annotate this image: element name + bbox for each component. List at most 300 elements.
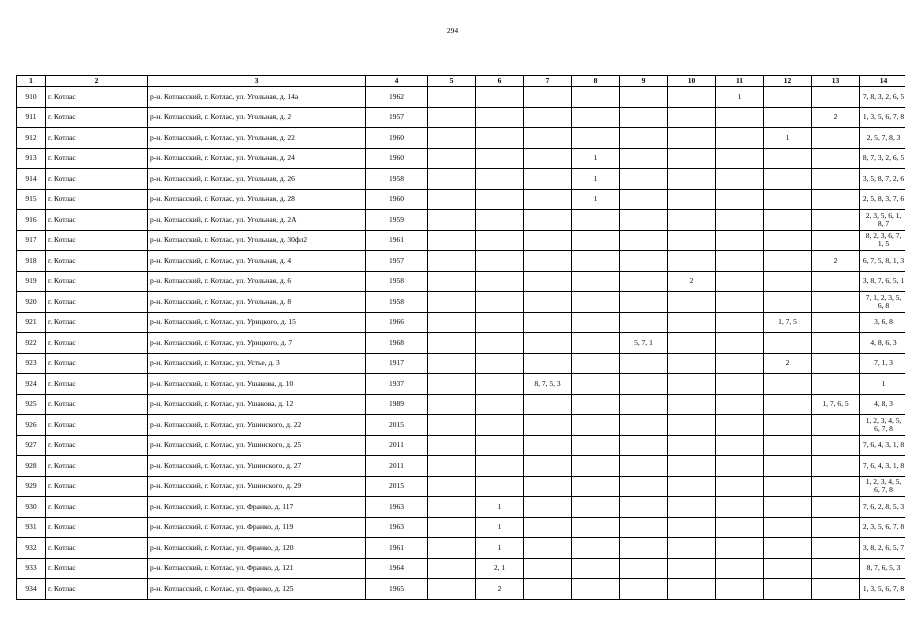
- table-cell-col-9: [620, 558, 668, 579]
- table-row: [17, 312, 905, 333]
- table-cell-col-1: 922: [17, 333, 46, 354]
- table-cell-col-11: [716, 517, 764, 538]
- table-cell-col-4: 2015: [366, 476, 428, 497]
- table-cell-col-6: [476, 415, 524, 436]
- table-cell-col-5: [428, 435, 476, 456]
- table-cell-col-2: г. Котлас: [46, 476, 148, 497]
- table-row: [17, 87, 905, 108]
- table-cell-col-11: [716, 230, 764, 251]
- table-cell-col-8: [572, 312, 620, 333]
- table-cell-col-12: 1, 7, 5: [764, 312, 812, 333]
- table-cell-col-2: г. Котлас: [46, 251, 148, 272]
- table-cell-col-12: [764, 87, 812, 108]
- table-cell-col-6: 1: [476, 517, 524, 538]
- table-cell-col-4: 1961: [366, 538, 428, 559]
- table-row: [17, 374, 905, 395]
- table-cell-col-5: [428, 333, 476, 354]
- table-cell-col-1: 918: [17, 251, 46, 272]
- table-cell-col-14: 8, 7, 6, 5, 3: [860, 558, 905, 579]
- table-cell-col-1: 920: [17, 292, 46, 313]
- table-cell-col-5: [428, 456, 476, 477]
- table-cell-col-13: 2: [812, 107, 860, 128]
- table-cell-col-7: [524, 579, 572, 600]
- table-row: [17, 476, 905, 497]
- table-cell-col-1: 911: [17, 107, 46, 128]
- table-cell-col-12: [764, 189, 812, 210]
- table-row: [17, 107, 905, 128]
- table-cell-col-1: 923: [17, 353, 46, 374]
- table-cell-col-13: [812, 476, 860, 497]
- table-row: [17, 128, 905, 149]
- column-header-14: 14: [860, 76, 905, 87]
- table-cell-col-13: [812, 415, 860, 436]
- table-cell-col-4: 1960: [366, 128, 428, 149]
- table-cell-col-7: [524, 128, 572, 149]
- table-cell-col-10: [668, 476, 716, 497]
- table-cell-col-10: [668, 333, 716, 354]
- column-header-8: 8: [572, 76, 620, 87]
- table-cell-col-2: г. Котлас: [46, 271, 148, 292]
- table-cell-col-8: [572, 558, 620, 579]
- table-cell-col-7: [524, 558, 572, 579]
- table-cell-col-13: [812, 189, 860, 210]
- table-cell-col-1: 924: [17, 374, 46, 395]
- table-cell-col-11: [716, 415, 764, 436]
- table-cell-col-3: р-н. Котласский, г. Котлас, ул. Франко, д. 119: [148, 517, 366, 538]
- table-cell-col-13: [812, 353, 860, 374]
- table-row: [17, 558, 905, 579]
- table-cell-col-11: [716, 456, 764, 477]
- table-cell-col-11: [716, 210, 764, 231]
- table-cell-col-5: [428, 210, 476, 231]
- table-cell-col-1: 925: [17, 394, 46, 415]
- table-cell-col-2: г. Котлас: [46, 312, 148, 333]
- table-cell-col-5: [428, 374, 476, 395]
- table-cell-col-11: [716, 394, 764, 415]
- table-cell-col-4: 2011: [366, 456, 428, 477]
- table-cell-col-13: [812, 128, 860, 149]
- table-cell-col-1: 916: [17, 210, 46, 231]
- table-cell-col-6: [476, 210, 524, 231]
- table-cell-col-6: [476, 292, 524, 313]
- table-cell-col-10: [668, 353, 716, 374]
- table-cell-col-7: [524, 497, 572, 518]
- table-cell-col-9: [620, 148, 668, 169]
- table-cell-col-5: [428, 579, 476, 600]
- column-header-10: 10: [668, 76, 716, 87]
- table-cell-col-6: [476, 169, 524, 190]
- table-cell-col-1: 928: [17, 456, 46, 477]
- table-cell-col-1: 910: [17, 87, 46, 108]
- table-cell-col-13: [812, 497, 860, 518]
- table-cell-col-4: 2015: [366, 415, 428, 436]
- table-cell-col-12: [764, 107, 812, 128]
- table-cell-col-8: [572, 107, 620, 128]
- table-cell-col-14: 2, 3, 5, 6, 1, 8, 7: [860, 210, 905, 231]
- table-cell-col-8: 1: [572, 148, 620, 169]
- table-cell-col-11: [716, 107, 764, 128]
- table-cell-col-1: 929: [17, 476, 46, 497]
- table-cell-col-14: 1: [860, 374, 905, 395]
- table-cell-col-3: р-н. Котласский, г. Котлас, ул. Франко, д. 121: [148, 558, 366, 579]
- table-cell-col-11: [716, 148, 764, 169]
- table-cell-col-1: 919: [17, 271, 46, 292]
- table-cell-col-10: [668, 517, 716, 538]
- table-cell-col-3: р-н. Котласский, г. Котлас, ул. Ушинского, д. 22: [148, 415, 366, 436]
- table-cell-col-5: [428, 497, 476, 518]
- table-cell-col-7: 8, 7, 5, 3: [524, 374, 572, 395]
- table-row: [17, 292, 905, 313]
- table-cell-col-5: [428, 189, 476, 210]
- table-cell-col-8: [572, 579, 620, 600]
- table-cell-col-7: [524, 415, 572, 436]
- table-cell-col-10: [668, 558, 716, 579]
- table-cell-col-4: 1957: [366, 251, 428, 272]
- column-header-12: 12: [764, 76, 812, 87]
- table-cell-col-7: [524, 107, 572, 128]
- table-cell-col-14: 8, 7, 3, 2, 6, 5: [860, 148, 905, 169]
- table-cell-col-7: [524, 271, 572, 292]
- table-cell-col-3: р-н. Котласский, г. Котлас, ул. Угольная, д. 24: [148, 148, 366, 169]
- table-cell-col-6: 2, 1: [476, 558, 524, 579]
- table-cell-col-11: [716, 312, 764, 333]
- table-cell-col-9: [620, 435, 668, 456]
- table-cell-col-4: 1959: [366, 210, 428, 231]
- table-cell-col-9: [620, 87, 668, 108]
- table-cell-col-9: [620, 312, 668, 333]
- table-cell-col-8: [572, 415, 620, 436]
- table-cell-col-6: [476, 312, 524, 333]
- table-cell-col-5: [428, 292, 476, 313]
- table-cell-col-1: 914: [17, 169, 46, 190]
- table-cell-col-6: [476, 456, 524, 477]
- table-cell-col-3: р-н. Котласский, г. Котлас, ул. Ушакова, д. 12: [148, 394, 366, 415]
- table-cell-col-1: 913: [17, 148, 46, 169]
- table-cell-col-3: р-н. Котласский, г. Котлас, ул. Угольная, д. 26: [148, 169, 366, 190]
- table-cell-col-3: р-н. Котласский, г. Котлас, ул. Угольная, д. 14а: [148, 87, 366, 108]
- table-cell-col-9: [620, 251, 668, 272]
- table-cell-col-3: р-н. Котласский, г. Котлас, ул. Ушинского, д. 25: [148, 435, 366, 456]
- table-cell-col-3: р-н. Котласский, г. Котлас, ул. Франко, д. 117: [148, 497, 366, 518]
- table-cell-col-5: [428, 251, 476, 272]
- table-cell-col-12: [764, 456, 812, 477]
- table-cell-col-9: [620, 579, 668, 600]
- table-cell-col-8: [572, 476, 620, 497]
- table-cell-col-12: [764, 579, 812, 600]
- table-cell-col-7: [524, 476, 572, 497]
- table-cell-col-6: [476, 374, 524, 395]
- table-cell-col-13: [812, 87, 860, 108]
- table-row: [17, 333, 905, 354]
- table-cell-col-1: 926: [17, 415, 46, 436]
- table-cell-col-8: [572, 517, 620, 538]
- table-cell-col-9: [620, 456, 668, 477]
- table-cell-col-13: [812, 148, 860, 169]
- table-cell-col-6: [476, 394, 524, 415]
- table-cell-col-6: [476, 107, 524, 128]
- table-cell-col-12: [764, 415, 812, 436]
- table-cell-col-9: [620, 128, 668, 149]
- table-cell-col-8: 1: [572, 169, 620, 190]
- table-cell-col-9: [620, 517, 668, 538]
- table-cell-col-11: [716, 374, 764, 395]
- table-cell-col-3: р-н. Котласский, г. Котлас, ул. Устье, д. 3: [148, 353, 366, 374]
- table-cell-col-13: [812, 374, 860, 395]
- table-cell-col-4: 1958: [366, 292, 428, 313]
- table-row: [17, 189, 905, 210]
- table-cell-col-13: [812, 230, 860, 251]
- column-header-13: 13: [812, 76, 860, 87]
- table-cell-col-7: [524, 333, 572, 354]
- table-cell-col-14: 7, 6, 4, 3, 1, 8: [860, 435, 905, 456]
- table-cell-col-3: р-н. Котласский, г. Котлас, ул. Ушинского, д. 27: [148, 456, 366, 477]
- table-cell-col-7: [524, 251, 572, 272]
- table-cell-col-5: [428, 558, 476, 579]
- table-cell-col-3: р-н. Котласский, г. Котлас, ул. Франко, д. 125: [148, 579, 366, 600]
- table-cell-col-10: [668, 394, 716, 415]
- table-cell-col-11: [716, 435, 764, 456]
- table-cell-col-13: [812, 210, 860, 231]
- table-cell-col-4: 1966: [366, 312, 428, 333]
- table-cell-col-13: 1, 7, 6, 5: [812, 394, 860, 415]
- table-row: [17, 415, 905, 436]
- table-cell-col-12: 2: [764, 353, 812, 374]
- table-cell-col-5: [428, 538, 476, 559]
- table-cell-col-9: [620, 107, 668, 128]
- table-cell-col-2: г. Котлас: [46, 415, 148, 436]
- table-cell-col-13: [812, 292, 860, 313]
- table-cell-col-3: р-н. Котласский, г. Котлас, ул. Урицкого, д. 7: [148, 333, 366, 354]
- table-cell-col-5: [428, 394, 476, 415]
- table-cell-col-1: 915: [17, 189, 46, 210]
- table-cell-col-7: [524, 189, 572, 210]
- table-cell-col-1: 912: [17, 128, 46, 149]
- table-cell-col-7: [524, 456, 572, 477]
- table-cell-col-1: 927: [17, 435, 46, 456]
- table-cell-col-10: [668, 456, 716, 477]
- table-cell-col-13: [812, 538, 860, 559]
- table-cell-col-6: [476, 251, 524, 272]
- table-cell-col-5: [428, 415, 476, 436]
- table-cell-col-14: 7, 1, 3: [860, 353, 905, 374]
- table-cell-col-2: г. Котлас: [46, 353, 148, 374]
- table-cell-col-9: [620, 353, 668, 374]
- table-cell-col-13: [812, 579, 860, 600]
- table-cell-col-10: [668, 148, 716, 169]
- table-cell-col-9: 5, 7, 1: [620, 333, 668, 354]
- table-cell-col-6: [476, 435, 524, 456]
- table-row: [17, 169, 905, 190]
- table-cell-col-4: 1965: [366, 579, 428, 600]
- table-cell-col-7: [524, 538, 572, 559]
- table-cell-col-2: г. Котлас: [46, 148, 148, 169]
- table-cell-col-6: 1: [476, 497, 524, 518]
- table-cell-col-13: [812, 312, 860, 333]
- table-cell-col-8: [572, 230, 620, 251]
- table-cell-col-14: 3, 8, 7, 6, 5, 1: [860, 271, 905, 292]
- table-cell-col-6: 2: [476, 579, 524, 600]
- table-cell-col-12: [764, 435, 812, 456]
- table-cell-col-14: 2, 5, 8, 3, 7, 6: [860, 189, 905, 210]
- table-cell-col-4: 1963: [366, 517, 428, 538]
- page-number: 294: [446, 26, 459, 35]
- table-cell-col-9: [620, 415, 668, 436]
- table-cell-col-14: 4, 8, 6, 3: [860, 333, 905, 354]
- table-cell-col-10: [668, 579, 716, 600]
- table-cell-col-5: [428, 107, 476, 128]
- table-cell-col-8: [572, 435, 620, 456]
- table-cell-col-7: [524, 230, 572, 251]
- table-cell-col-1: 931: [17, 517, 46, 538]
- table-cell-col-6: [476, 87, 524, 108]
- table-cell-col-7: [524, 210, 572, 231]
- table-cell-col-7: [524, 148, 572, 169]
- table-cell-col-11: 1: [716, 87, 764, 108]
- table-cell-col-4: 1957: [366, 107, 428, 128]
- table-cell-col-2: г. Котлас: [46, 128, 148, 149]
- table-cell-col-14: 7, 6, 4, 3, 1, 8: [860, 456, 905, 477]
- table-cell-col-12: [764, 230, 812, 251]
- column-header-4: 4: [366, 76, 428, 87]
- table-cell-col-2: г. Котлас: [46, 292, 148, 313]
- table-cell-col-10: [668, 87, 716, 108]
- table-cell-col-12: [764, 169, 812, 190]
- table-cell-col-3: р-н. Котласский, г. Котлас, ул. Франко, д. 120: [148, 538, 366, 559]
- table-cell-col-13: [812, 271, 860, 292]
- table-cell-col-9: [620, 271, 668, 292]
- table-cell-col-8: [572, 292, 620, 313]
- table-cell-col-2: г. Котлас: [46, 435, 148, 456]
- table-cell-col-4: 1964: [366, 558, 428, 579]
- table-cell-col-7: [524, 169, 572, 190]
- table-cell-col-8: [572, 333, 620, 354]
- column-header-3: 3: [148, 76, 366, 87]
- table-cell-col-5: [428, 148, 476, 169]
- table-cell-col-14: 7, 1, 2, 3, 5, 6, 8: [860, 292, 905, 313]
- table-cell-col-12: [764, 148, 812, 169]
- table-cell-col-11: [716, 189, 764, 210]
- table-cell-col-11: [716, 353, 764, 374]
- table-cell-col-8: [572, 128, 620, 149]
- table-cell-col-12: [764, 251, 812, 272]
- table-cell-col-2: г. Котлас: [46, 169, 148, 190]
- table-cell-col-2: г. Котлас: [46, 374, 148, 395]
- table-row: [17, 271, 905, 292]
- table-cell-col-6: [476, 271, 524, 292]
- table-cell-col-10: [668, 251, 716, 272]
- table-cell-col-4: 1962: [366, 87, 428, 108]
- table-cell-col-12: [764, 558, 812, 579]
- table-cell-col-3: р-н. Котласский, г. Котлас, ул. Угольная, д. 2А: [148, 210, 366, 231]
- table-cell-col-11: [716, 271, 764, 292]
- column-header-6: 6: [476, 76, 524, 87]
- column-header-5: 5: [428, 76, 476, 87]
- table-cell-col-11: [716, 251, 764, 272]
- table-cell-col-10: [668, 230, 716, 251]
- table-cell-col-11: [716, 579, 764, 600]
- table-cell-col-6: [476, 230, 524, 251]
- table-row: [17, 148, 905, 169]
- table-cell-col-14: 1, 3, 5, 6, 7, 8: [860, 107, 905, 128]
- table-cell-col-9: [620, 538, 668, 559]
- table-cell-col-6: [476, 189, 524, 210]
- table-cell-col-10: [668, 538, 716, 559]
- table-cell-col-8: [572, 394, 620, 415]
- table-cell-col-13: 2: [812, 251, 860, 272]
- table-cell-col-14: 6, 7, 5, 8, 1, 3: [860, 251, 905, 272]
- table-cell-col-12: 1: [764, 128, 812, 149]
- table-cell-col-9: [620, 169, 668, 190]
- table-cell-col-1: 934: [17, 579, 46, 600]
- table-cell-col-2: г. Котлас: [46, 87, 148, 108]
- table-cell-col-14: 7, 8, 3, 2, 6, 5: [860, 87, 905, 108]
- table-cell-col-4: 2011: [366, 435, 428, 456]
- table-cell-col-3: р-н. Котласский, г. Котлас, ул. Угольная, д. 8: [148, 292, 366, 313]
- table-cell-col-13: [812, 169, 860, 190]
- table-cell-col-10: [668, 415, 716, 436]
- table-cell-col-12: [764, 271, 812, 292]
- table-row: [17, 210, 905, 231]
- table-row: [17, 353, 905, 374]
- table-row: [17, 394, 905, 415]
- table-cell-col-10: [668, 210, 716, 231]
- table-cell-col-8: [572, 538, 620, 559]
- table-cell-col-10: 2: [668, 271, 716, 292]
- table-cell-col-4: 1963: [366, 497, 428, 518]
- housing-table: [16, 75, 905, 600]
- table-cell-col-5: [428, 128, 476, 149]
- table-cell-col-2: г. Котлас: [46, 538, 148, 559]
- table-cell-col-4: 1961: [366, 230, 428, 251]
- table-cell-col-13: [812, 558, 860, 579]
- table-cell-col-2: г. Котлас: [46, 558, 148, 579]
- table-cell-col-14: 7, 6, 2, 8, 5, 3: [860, 497, 905, 518]
- table-cell-col-2: г. Котлас: [46, 456, 148, 477]
- table-cell-col-3: р-н. Котласский, г. Котлас, ул. Угольная, д. 4: [148, 251, 366, 272]
- table-cell-col-14: 1, 3, 5, 6, 7, 8: [860, 579, 905, 600]
- table-cell-col-7: [524, 87, 572, 108]
- table-cell-col-4: 1960: [366, 148, 428, 169]
- table-cell-col-5: [428, 353, 476, 374]
- table-cell-col-3: р-н. Котласский, г. Котлас, ул. Угольная, д. 2: [148, 107, 366, 128]
- table-cell-col-14: 2, 3, 5, 6, 7, 8: [860, 517, 905, 538]
- table-cell-col-11: [716, 558, 764, 579]
- table-cell-col-10: [668, 128, 716, 149]
- table-row: [17, 230, 905, 251]
- table-cell-col-7: [524, 292, 572, 313]
- table-cell-col-2: г. Котлас: [46, 333, 148, 354]
- table-cell-col-13: [812, 333, 860, 354]
- table-cell-col-14: 1, 2, 3, 4, 5, 6, 7, 8: [860, 476, 905, 497]
- table-cell-col-4: 1960: [366, 189, 428, 210]
- table-cell-col-5: [428, 87, 476, 108]
- table-cell-col-11: [716, 333, 764, 354]
- table-cell-col-3: р-н. Котласский, г. Котлас, ул. Угольная, д. 28: [148, 189, 366, 210]
- table-cell-col-10: [668, 435, 716, 456]
- table-cell-col-12: [764, 374, 812, 395]
- table-cell-col-10: [668, 169, 716, 190]
- table-cell-col-14: 4, 8, 3: [860, 394, 905, 415]
- table-cell-col-9: [620, 394, 668, 415]
- column-header-11: 11: [716, 76, 764, 87]
- table-cell-col-3: р-н. Котласский, г. Котлас, ул. Угольная, д. 6: [148, 271, 366, 292]
- table-cell-col-11: [716, 497, 764, 518]
- table-cell-col-5: [428, 312, 476, 333]
- table-cell-col-7: [524, 435, 572, 456]
- table-cell-col-6: [476, 476, 524, 497]
- table-cell-col-12: [764, 210, 812, 231]
- table-cell-col-8: [572, 497, 620, 518]
